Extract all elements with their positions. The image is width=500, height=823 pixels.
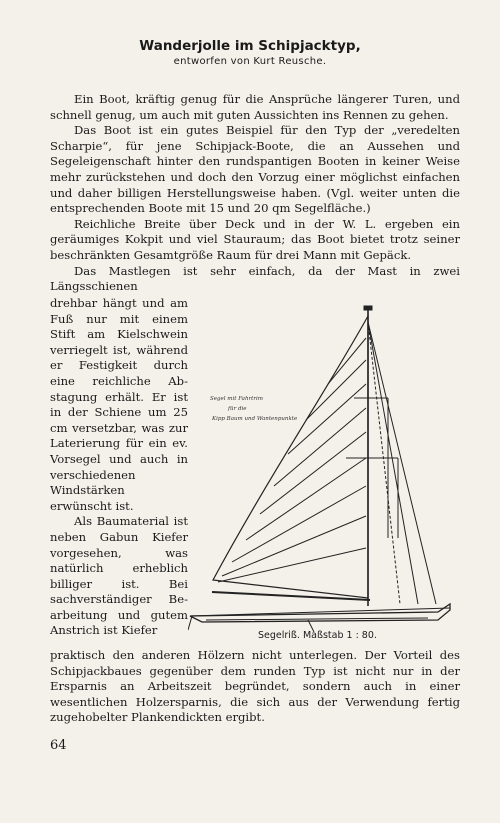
text-block-bottom bbox=[50, 648, 460, 726]
paragraph-5-continued: praktisch den anderen Hölzern nicht unterlegen. Der Vorteil des Schipjackbaues gegenüber dem runden Typ ist nicht nur in der Ersparnis an Arbeitszeit begründet, sondern auch in einer wesentlichen Holzersparnis, die sich aus der Verwendung fertig zugehobelter Plankendickten ergibt. bbox=[50, 648, 460, 725]
page-title: Wanderjolle im Schipjacktyp, bbox=[139, 38, 361, 54]
text-block-top bbox=[50, 92, 460, 295]
paragraph-1: Ein Boot, kräftig genug für die Ansprüche längerer Turen, und schnell genug, um auch mit guten Aussichten ins Rennen zu gehen. bbox=[50, 92, 460, 122]
paragraph-4-start: Das Mastlegen ist sehr einfach, da der Mast in zwei Längsschienen bbox=[50, 263, 460, 294]
sail-plan-figure bbox=[188, 298, 460, 648]
figure-note-line-2: für die bbox=[228, 406, 247, 412]
page-subtitle: entworfen von Kurt Reusche. bbox=[173, 56, 327, 67]
paragraph-5-start: Als Baumaterial ist neben Gabun Kiefer vorgesehen, was natürlich erheblich billiger ist. Bei sachverständiger Bearbeitung und gutem Anstrich ist Kiefer bbox=[50, 514, 188, 638]
figure-note-line-3: Kipp Baum und Wantenpunkte bbox=[212, 416, 298, 422]
paragraph-4-continued: drehbar hängt und am Fuß nur mit einem Stift am Kielschwein verriegelt ist, während er Festigkeit durch eine reichliche Abstagung erhält. Er ist in der Schiene um 25 cm versetzbar, was zur Laterierung für ein ev. Vorsegel und auch in verschiedenen Windstärken erwünscht ist. bbox=[50, 296, 188, 513]
paragraph-3: Reichliche Breite über Deck und in der W. L. ergeben ein geräumiges Kokpit und viel Stauraum; das Boot bietet trotz seiner beschränkten Gesamtgröße Raum für drei Mann mit Gepäck. bbox=[50, 216, 460, 262]
page-number: 64 bbox=[50, 738, 67, 753]
paragraph-2: Das Boot ist ein gutes Beispiel für den Typ der „veredelten Scharpie“, für jene Schipjack-Boote, die an Aussehen und Segeleigenschaft hinter den rundspantigen Booten in keiner Weise mehr zurückstehen und doch den Vorzug einer möglichst einfachen und daher billigen Herstellungsweise haben. (Vgl. weiter unten die entsprechenden Boote mit 15 und 20 qm Segelfläche.) bbox=[50, 123, 460, 216]
figure-caption: Segelriß. Maßstab 1 : 80. bbox=[258, 630, 377, 641]
figure-note-line-1: Segel mit Fahrtrim bbox=[210, 396, 263, 402]
sail-plan-drawing bbox=[188, 298, 460, 648]
text-column-beside-figure bbox=[50, 296, 188, 639]
